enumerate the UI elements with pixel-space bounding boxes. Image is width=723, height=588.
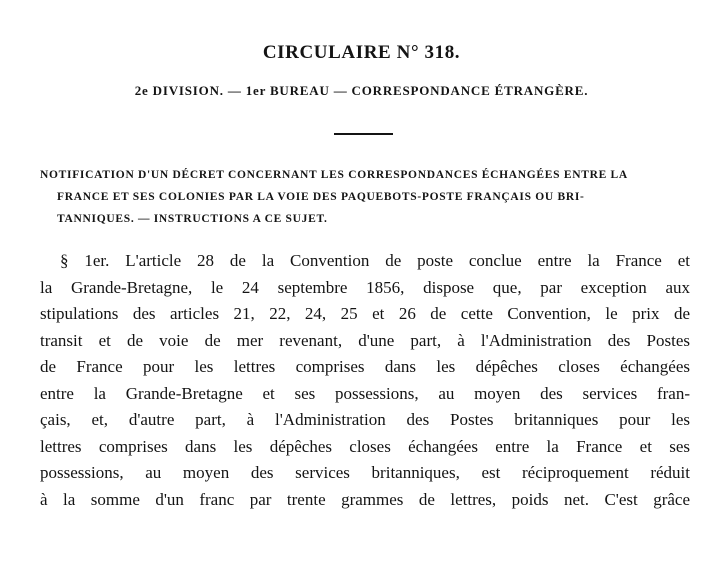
separator-rule (334, 133, 393, 135)
body-line: possessions, au moyen des services britanniques, est réciproquement réduit (40, 463, 690, 482)
circular-title: CIRCULAIRE N° 318. (262, 42, 461, 63)
body-line: la Grande-Bretagne, le 24 septembre 1856, dispose que, par exception aux (40, 277, 690, 297)
division-subtitle: 2e DIVISION. — 1er BUREAU — CORRESPONDANCE ÉTRANGÈRE. (134, 83, 589, 98)
notice-line: NOTIFICATION D'UN DÉCRET CONCERNANT LES CORRESPONDANCES ÉCHANGÉES ENTRE LA (40, 169, 628, 181)
body-line: çais, et, d'autre part, à l'Administration des Postes britanniques pour les (40, 410, 690, 429)
body-line: transit et de voie de mer revenant, d'une part, à l'Administration des Postes (40, 330, 690, 350)
body-line: de France pour les lettres comprises dans les dépêches closes échangées (40, 357, 690, 376)
body-line: stipulations des articles 21, 22, 24, 25 et 26 de cette Convention, le prix de (40, 304, 690, 323)
notice-line: TANNIQUES. — INSTRUCTIONS A CE SUJET. (57, 213, 328, 225)
body-line: entre la Grande-Bretagne et ses possessions, au moyen des services fran- (40, 383, 690, 403)
notice-line: FRANCE ET SES COLONIES PAR LA VOIE DES PAQUEBOTS-POSTE FRANÇAIS OU BRI- (57, 191, 585, 203)
body-line: lettres comprises dans les dépêches closes échangées entre la France et ses (40, 436, 690, 456)
body-line: § 1er. L'article 28 de la Convention de poste conclue entre la France et (60, 251, 690, 270)
body-line: à la somme d'un franc par trente grammes de lettres, poids net. C'est grâce (40, 489, 690, 509)
notice-heading (40, 164, 690, 230)
body-paragraph (40, 248, 690, 513)
